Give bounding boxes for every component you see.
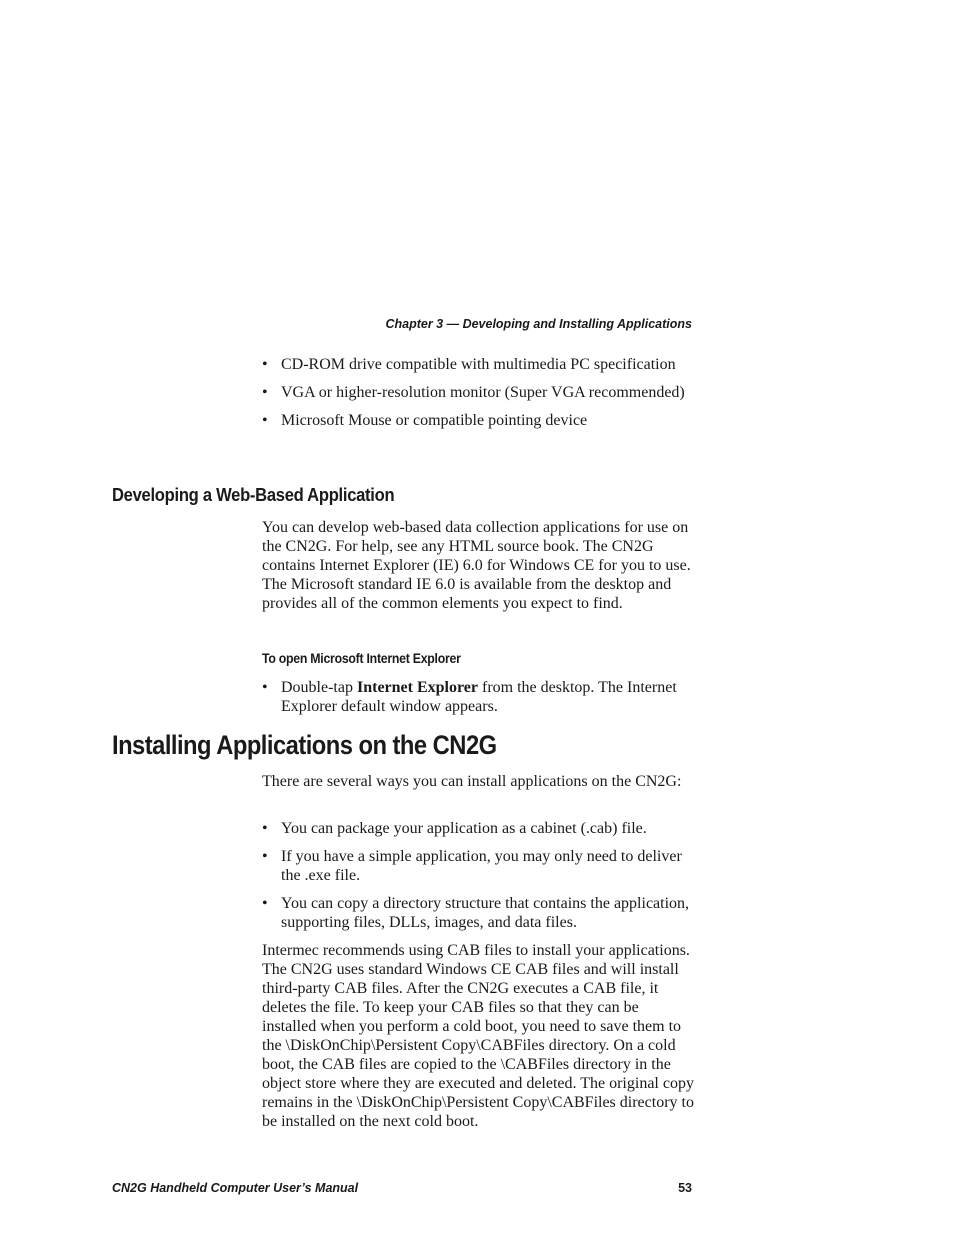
bullet-icon: • bbox=[262, 412, 268, 429]
list-item bbox=[262, 819, 698, 838]
bullet-icon: • bbox=[262, 384, 268, 401]
page-number: 53 bbox=[678, 1181, 692, 1195]
install-intro-block bbox=[262, 772, 682, 791]
bullet-icon: • bbox=[262, 848, 268, 865]
procedure-steps bbox=[262, 678, 698, 716]
install-options-list bbox=[262, 819, 698, 932]
list-item bbox=[262, 355, 698, 374]
install-intro: There are several ways you can install applications on the CN2G: bbox=[262, 773, 682, 790]
list-item bbox=[262, 383, 698, 402]
list-item-text: You can package your application as a cabinet (.cab) file. bbox=[281, 820, 647, 837]
cab-paragraph: Intermec recommends using CAB files to install your applications. The CN2G uses standard Windows CE CAB files and will install third-party CAB files. After the CN2G executes a CAB file, it deletes the file. To keep your CAB files so that they can be installed when you perform a cold boot, you need to save them to the \DiskOnChip\Persistent Copy\CABFiles directory. On a cold boot, the CAB files are copied to the \CABFiles directory in the object store where they are executed and deleted. The original copy remains in the \DiskOnChip\Persistent Copy\CABFiles directory to be installed on the next cold boot. bbox=[262, 942, 694, 1130]
web-paragraph-block bbox=[262, 518, 694, 613]
chapter-section-title: Installing Applications on the CN2G bbox=[112, 730, 497, 760]
footer-manual-title: CN2G Handheld Computer User’s Manual bbox=[112, 1181, 359, 1195]
list-item bbox=[262, 894, 698, 932]
bullet-icon: • bbox=[262, 356, 268, 373]
bullet-icon: • bbox=[262, 895, 268, 912]
bullet-icon: • bbox=[262, 820, 268, 837]
step-prefix: Double-tap bbox=[281, 679, 357, 696]
list-item-text: You can copy a directory structure that contains the application, supporting files, DLLs, images, and data files. bbox=[281, 895, 690, 931]
cab-paragraph-block bbox=[262, 941, 696, 1131]
list-item-text: VGA or higher-resolution monitor (Super VGA recommended) bbox=[281, 384, 685, 401]
list-item-text: CD-ROM drive compatible with multimedia PC specification bbox=[281, 356, 676, 373]
procedure-step bbox=[262, 678, 698, 716]
procedure-heading: To open Microsoft Internet Explorer bbox=[262, 650, 461, 666]
list-item bbox=[262, 847, 698, 885]
running-header: Chapter 3 — Developing and Installing Applications bbox=[385, 317, 692, 331]
list-item-text: Microsoft Mouse or compatible pointing device bbox=[281, 412, 588, 429]
bullet-icon: • bbox=[262, 679, 268, 696]
step-suffix: from the desktop. The Internet Explorer default window appears. bbox=[281, 679, 677, 715]
step-bold-term: Internet Explorer bbox=[356, 679, 478, 696]
section-heading-web: Developing a Web-Based Application bbox=[112, 485, 395, 505]
list-item bbox=[262, 411, 698, 430]
list-item-text: If you have a simple application, you may only need to deliver the .exe file. bbox=[281, 848, 682, 884]
web-paragraph: You can develop web-based data collection applications for use on the CN2G. For help, see any HTML source book. The CN2G contains Internet Explorer (IE) 6.0 for Windows CE for you to use. The Microsoft standard IE 6.0 is available from the desktop and provides all of the common elements you expect to find. bbox=[262, 519, 691, 612]
requirements-list bbox=[262, 355, 698, 430]
